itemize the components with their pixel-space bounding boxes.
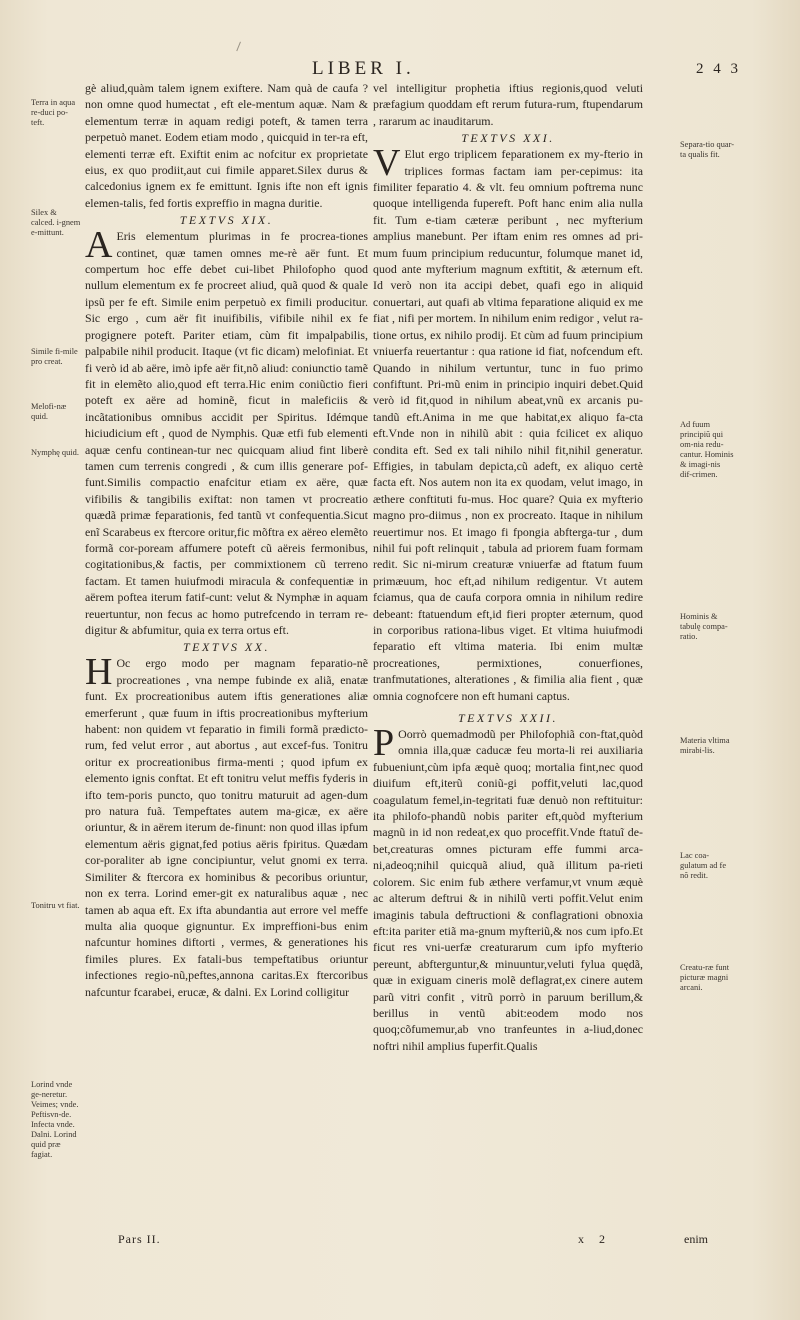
- paragraph: [373, 142, 643, 704]
- section-heading: TEXTVS XX.: [183, 640, 270, 655]
- paragraph-text: Elut ergo triplicem feparationem ex my-fterio in triplices formas factam iam per-cepimus: ita fimiliter feparatio 4. & vlt. feu omnium poftrema nunc quoque intelligenda fupereft. Poft hanc enim alia nulla fit. Tum e-tiam cæteræ peribunt , nec myfterium amplius manebunt. Per iftam enim res omnes ad pri-mum fuum principium reducuntur, folumque manet id, quod ante myfterium magnum exftitit, & æternum eft. Id verò non ita accipi debet, quafi ego in aliquid conuertari, aut quafi ab vltima feparatione aliquid ex me fiat , nifi per mortem. In nihilum enim redigor , velut ra-tione ortus, ex nihilo prodij. Et cùm ad fuum principium vniuerfa reuertantur : qua ratione id fiat, nofcendum eft. Quando in nihilum vertuntur, tunc in fuo primo confiftunt. Pri-mũ enim in principio inquiri debet.Quid verò id fit,quod in nihilum abeat,vnũ ex arcanis pu-tandũ eft.Anima in me que habitat,ex aliquo fa-cta eft.Vnde non in nihilũ abit : quia fcilicet ex aliquo condita eft. Sed ex tali nihilo nihil fit,nihil generatur. Effigies, in tabulam depicta,cũ adeft, ex aliquo certè facta eft. Nos autem non ita ex quodam, velut imago, in æthere conftituti fu-mus. Hoc quare? Quia ex myfterio magno pro-diimus , non ex procreato. Itaque in nihilum reuertimur nos. Et imago fi fpongia abfterga-tur , dum nihil fui poft relinquit , tabula ad priorem fuam formam redit. Sic ni-mirum creaturæ vniuerfæ ad ftatum fuum primæuum, hoc eft,ad nihilum redigentur. Vt autem fciamus, qua de caufa corpora omnia in nihilum redire debeant: ftatuendum eft,id fieri propter æternum, quod in corporibus rationa-libus viget. Et vltima huiufmodi feparatio eft vltima materia. Ibi enim multæ procreationes, permixtiones, conuerfiones, tranfmutationes, alterationes , & fimilia alia fient , quæ omnia cognofcere non eft humani captus.: [373, 147, 643, 703]
- drop-cap: A: [85, 224, 113, 267]
- margin-note-left-7: Lorind vnde ge-neretur. Veimes; vnde. Peftisvn-de. Infecta vnde. Dalni. Lorind quid præ fagiat.: [31, 1080, 79, 1159]
- paragraph-text: Eris elementum plurimas in fe procrea-tiones continet, quæ tamen omnes me-rè aër funt. Et compertum hoc effe debet cui-libet Philofopho quod nullum elementum ex fe procreet aliud, quã quod & quale ipsũ per fe eft. Simile enim perpetuò ex fimili producitur. Sic ergo , cum aër fit inuifibilis, vifibile nihil ex fe progignere poteft. Pariter etiam, cùm fit impalpabilis, palpabile nihil producit. Itaque (vt fic dicam) melofiniat. Et fi verò id ab aëre, imò ipfe aër fit,nõ aliud: coniunctio tamẽ fit in elemẽto alio,quod eft terra.Hic enim coniũctio fieri poteft ex aëre ad hominẽ, ficut in maleficiis & incãtationibus omnibus accidit per Spiritus. Idémque hiciudicium eft , quod de Nymphis. Quæ etfi fub elementi aquæ cenfu continean-tur nec quicquam aliud fint liberè tamen cum terrenis congredi , & cum illis generare pof-funt.Similis compactio enafcitur etiam ex aëre, quæ vifibilis & tangibilis exiftat: non tamen vt procreatio quædã primæ feparationis, fed tantũ vt confequentia.Sicut enĩ Scarabeus ex ftercore oritur,fic mõftra ex aëreo elemẽto formã cor-poream affumere poteft cũ aëreis fermonibus, cogitationibus,& factis, per commixtionem cũ terreno factam. Et tamen huiufmodi miracula & confequentiæ in aërem poftea iterum fatif-cunt: velut & Nymphæ in aquam reuertuntur, non fecus ac homo putrefcendo in terram re-digitur & abfumitur, quia ex terra ortus eft.: [85, 229, 368, 637]
- signature-line: Pars II.: [118, 1232, 161, 1246]
- drop-cap: P: [373, 722, 395, 765]
- section-heading: TEXTVS XXII.: [458, 711, 558, 726]
- margin-note-right-1: Separa-tio quar-ta qualis fit.: [680, 140, 735, 159]
- section-heading: TEXTVS XIX.: [179, 213, 274, 228]
- running-title: LIBER I.: [312, 58, 415, 79]
- drop-cap: V: [373, 142, 401, 185]
- paragraph: [85, 651, 368, 1000]
- paragraph: vel intelligitur prophetia iftius regionis,quod veluti præfagium quoddam eft rerum futura-rum, ftupendarum , rararum ac inauditarum.: [373, 81, 643, 128]
- page-number: 2 4 3: [696, 61, 741, 77]
- margin-note-left-5: Nymphę quid.: [31, 448, 79, 457]
- margin-note-left-3: Simile fi-mile pro creat.: [31, 347, 78, 366]
- margin-note-left-2: Silex & calced. i-gnem e-mittunt.: [31, 208, 81, 237]
- paragraph: [373, 722, 643, 1054]
- margin-note-right-5: Lac coa-gulatum ad fe nõ redit.: [680, 851, 727, 880]
- margin-note-left-4: Melofi-næ quid.: [31, 402, 67, 421]
- margin-note-left-1: Terra in aqua re-duci po-teft.: [31, 98, 76, 127]
- paragraph: [85, 224, 368, 638]
- margin-note-left-6: Tonitru vt fiat.: [31, 901, 80, 910]
- paragraph-text: Oorrò quemadmodũ per Philofophiã con-ftat,quòd omnia illa,quæ caducæ feu morta-li rei auxiliaria fubueniunt,cùm ipfa æquè quoq; mortalia fint,nec quod diuifum eft,iterũ coniũ-gi poffit,veluti lac,quod coagulatum femel,in-tegritati fuæ denuò non reftituitur: ita philofo-phandũ nobis pariter eft,quòd myfterium magnũ in id non redeat,ex quo proceffit.Vnde ftatuĩ de-bet,creaturas omnes picturam effe fummi arca-ni,adeoq;nihil quicquã aliud, quã illitum pa-rieti colorem. Sic enim fub æthere verfamur,vt vnum æquè ac alterum deftrui & in nihilũ verti poffit.Velut enim imaginis tabula deftructioni & conflagrationi obnoxia eft:ita pariter etiã ma-gnum myfteriũ,& nos cum ipfo.Et ficut res vni-uerfæ creaturarum cum ipfo myfterio pereunt, abfterguntur,& minuuntur,veluti fylua quędã, quæ in exiguam cineris molẽ deflagrat,ex cinere autem parũ vitri confit , vitrũ porrò in paruum berillum,& berillus in ventũ abit:eodem modo nos quoq;cõfumemur,ab vno tranfeuntes in a-liud,donec noftri nihil amplius fuperfit.Qualis: [373, 727, 643, 1053]
- catchword: enim: [684, 1232, 708, 1246]
- pencil-mark: [236, 42, 243, 53]
- drop-cap: H: [85, 651, 113, 694]
- paragraph: gè aliud,quàm talem ignem exiftere. Nam quà de caufa ? non omne quod humectat , eft ele-mentum aquæ. Nam & elementum terræ in aquam redigi poteft, & tamen terra perpetuò manet. Eodem etiam modo , quicquid in ter-ra eft, elementi terræ eft. Exiftit enim ac nofcitur ex proprietate eius, ex quo prodiit,aut cui fimile apparet.Silex durus & calcedonius ignem ex fe emittunt. Ignis ifte non eft ignis elemen-talis, fed fortis expreffio in magna duritie.: [85, 81, 368, 210]
- right-text-column: [373, 80, 643, 1054]
- margin-note-right-6: Creatu-ræ funt picturæ magni arcani.: [680, 963, 730, 992]
- paragraph-text: Oc ergo modo per magnam feparatio-nẽ procreationes , vna nempe fubinde ex aliã, enatæ funt. Ex procreationibus autem iftis generationes aliæ emerferunt , quæ fuum in iftis procreationibus myfterium habent: non quidem vt feparatio in fimili formã prædicto-rum, fed velut error , aut abortus , aut excef-fus. Tonitru oritur ex procreationibus firma-menti ; quod ipfum ex elemento ignis conftat. Et eft tonitru velut meffis fyderis in ifto tem-poris puncto, quo tonitru maturuit ad agen-dum pro natura fuã. Tempeftates autem ma-gicæ, ex aëre oriuntur, & in aërem iterum de-finunt: non quod illas ipfum elementum aëris gignat,fed potius aëris fpiritus. Quædam cor-poraliter ab igne concipiuntur, velut gnomi ex terra. Similiter & ftercora ex hominibus & pecoribus oriuntur, non ex terra. Lorind emer-git ex naturalibus aquæ , nec tamen ab aqua eft. Ex ifta abundantia aut errore vel meffe multa alia quoque gignuntur. Ex impreffioni-bus enim nafcuntur homines diftorti , vermes, & generationes his fimiles plures. Ex fatali-bus tempeftatibus oriuntur infectiones regio-nũ,peftes,annona caritas.Ex ftercoribus nafcuntur fcarabei, erucæ, & dalni. Ex Lorind colligitur: [85, 656, 368, 999]
- margin-note-right-2: Ad fuum principiũ qui om-nia redu-cantur. Hominis & imagi-nis dif-crimen.: [680, 420, 734, 479]
- margin-note-right-3: Hominis & tabulę compa-ratio.: [680, 612, 728, 641]
- page-header: [0, 58, 800, 80]
- signature-mark: x 2: [578, 1232, 611, 1246]
- section-heading: TEXTVS XXI.: [461, 131, 555, 146]
- margin-note-right-4: Materia vltima mirabi-lis.: [680, 736, 730, 755]
- left-text-column: [85, 80, 368, 1000]
